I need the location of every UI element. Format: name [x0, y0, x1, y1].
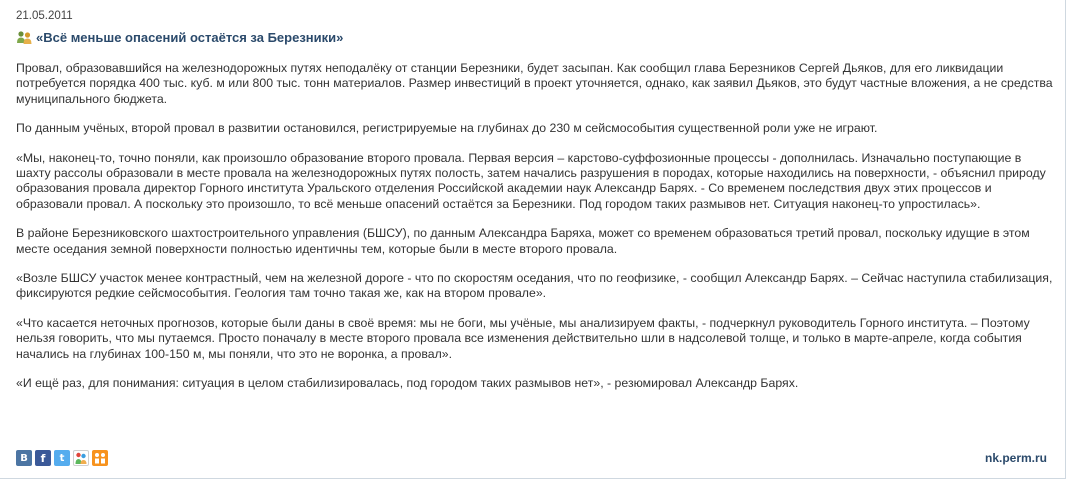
article-date: 21.05.2011: [16, 10, 73, 22]
paragraph: По данным учёных, второй провал в развитии остановился, регистрируемые на глубинах до 230 м сейсмособытия существенной роли уже не играют.: [16, 121, 878, 136]
share-buttons: [16, 450, 108, 466]
article-body: [16, 61, 1056, 392]
paragraph: «Мы, наконец-то, точно поняли, как произошло образование второго провала. Первая версия – карстово-суффозионные процессы - дополнилась. Изначально поступающие в шахту рассолы образовали в месте провала на железнодорожных путях полость, затем начались разрушения в породах, которые находились на поверхности, - объяснил природу образования провала директор Горного института Уральского отделения Российской академии наук Александр Барях. - Со временем последствия двух этих процессов и образовали провал. А поскольку это произошло, то всё меньше опасений остаётся за Березники. Под городом таких размывов нет. Ситуация наконец-то упростилась».: [16, 150, 1046, 211]
article-title[interactable]: «Всё меньше опасений остаётся за Березники»: [36, 29, 344, 45]
paragraph: «Возле БШСУ участок менее контрастный, чем на железной дороге - что по скоростям оседания, что по геофизике, - сообщил Александр Барях. – Сейчас наступила стабилизация, фиксируются редкие сейсмособытия. Геология там точно такая же, как на втором провале».: [16, 271, 1053, 301]
odnoklassniki-icon[interactable]: [92, 450, 108, 466]
paragraph: «Что касается неточных прогнозов, которые были даны в своё время: мы не боги, мы учёные, мы анализируем факты, - подчеркнул руководитель Горного института. – Поэтому нельзя говорить, что мы путаемся. Просто поначалу в месте второго провала все изменения действительно шли в надсолевой толще, и только в марте-апреле, когда события начались на глубинах 100-150 м, мы поняли, что это не воронка, а провал».: [16, 315, 1030, 361]
paragraph: «И ещё раз, для понимания: ситуация в целом стабилизировалась, под городом таких размывов нет», - резюмировал Александр Барях.: [16, 376, 799, 391]
paragraph: В районе Березниковского шахтостроительного управления (БШСУ), по данным Александра Баряха, может со временем образоваться третий провал, поскольку идущие в этом месте оседания земной поверхности полностью идентичны тем, которые были в месте второго провала.: [16, 226, 1030, 256]
article-footer: [16, 449, 1047, 467]
source-link[interactable]: nk.perm.ru: [984, 451, 1047, 465]
paragraph: Провал, образовавшийся на железнодорожных путях неподалёку от станции Березники, будет засыпан. Как сообщил глава Березников Сергей Дьяков, для его ликвидации потребуется порядка 400 тыс. куб. м или 800 тыс. тонн материалов. Размер инвестиций в проект уточняется, однако, как заявил Дьяков, это будут частные вложения, а не средства муниципального бюджета.: [16, 61, 1053, 106]
vkontakte-icon[interactable]: B: [16, 450, 32, 466]
news-people-icon: [16, 30, 33, 45]
twitter-icon[interactable]: t: [54, 450, 70, 466]
title-row: [16, 28, 1056, 46]
facebook-icon[interactable]: f: [35, 450, 51, 466]
livejournal-icon[interactable]: [73, 450, 89, 466]
article: [16, 9, 1056, 406]
